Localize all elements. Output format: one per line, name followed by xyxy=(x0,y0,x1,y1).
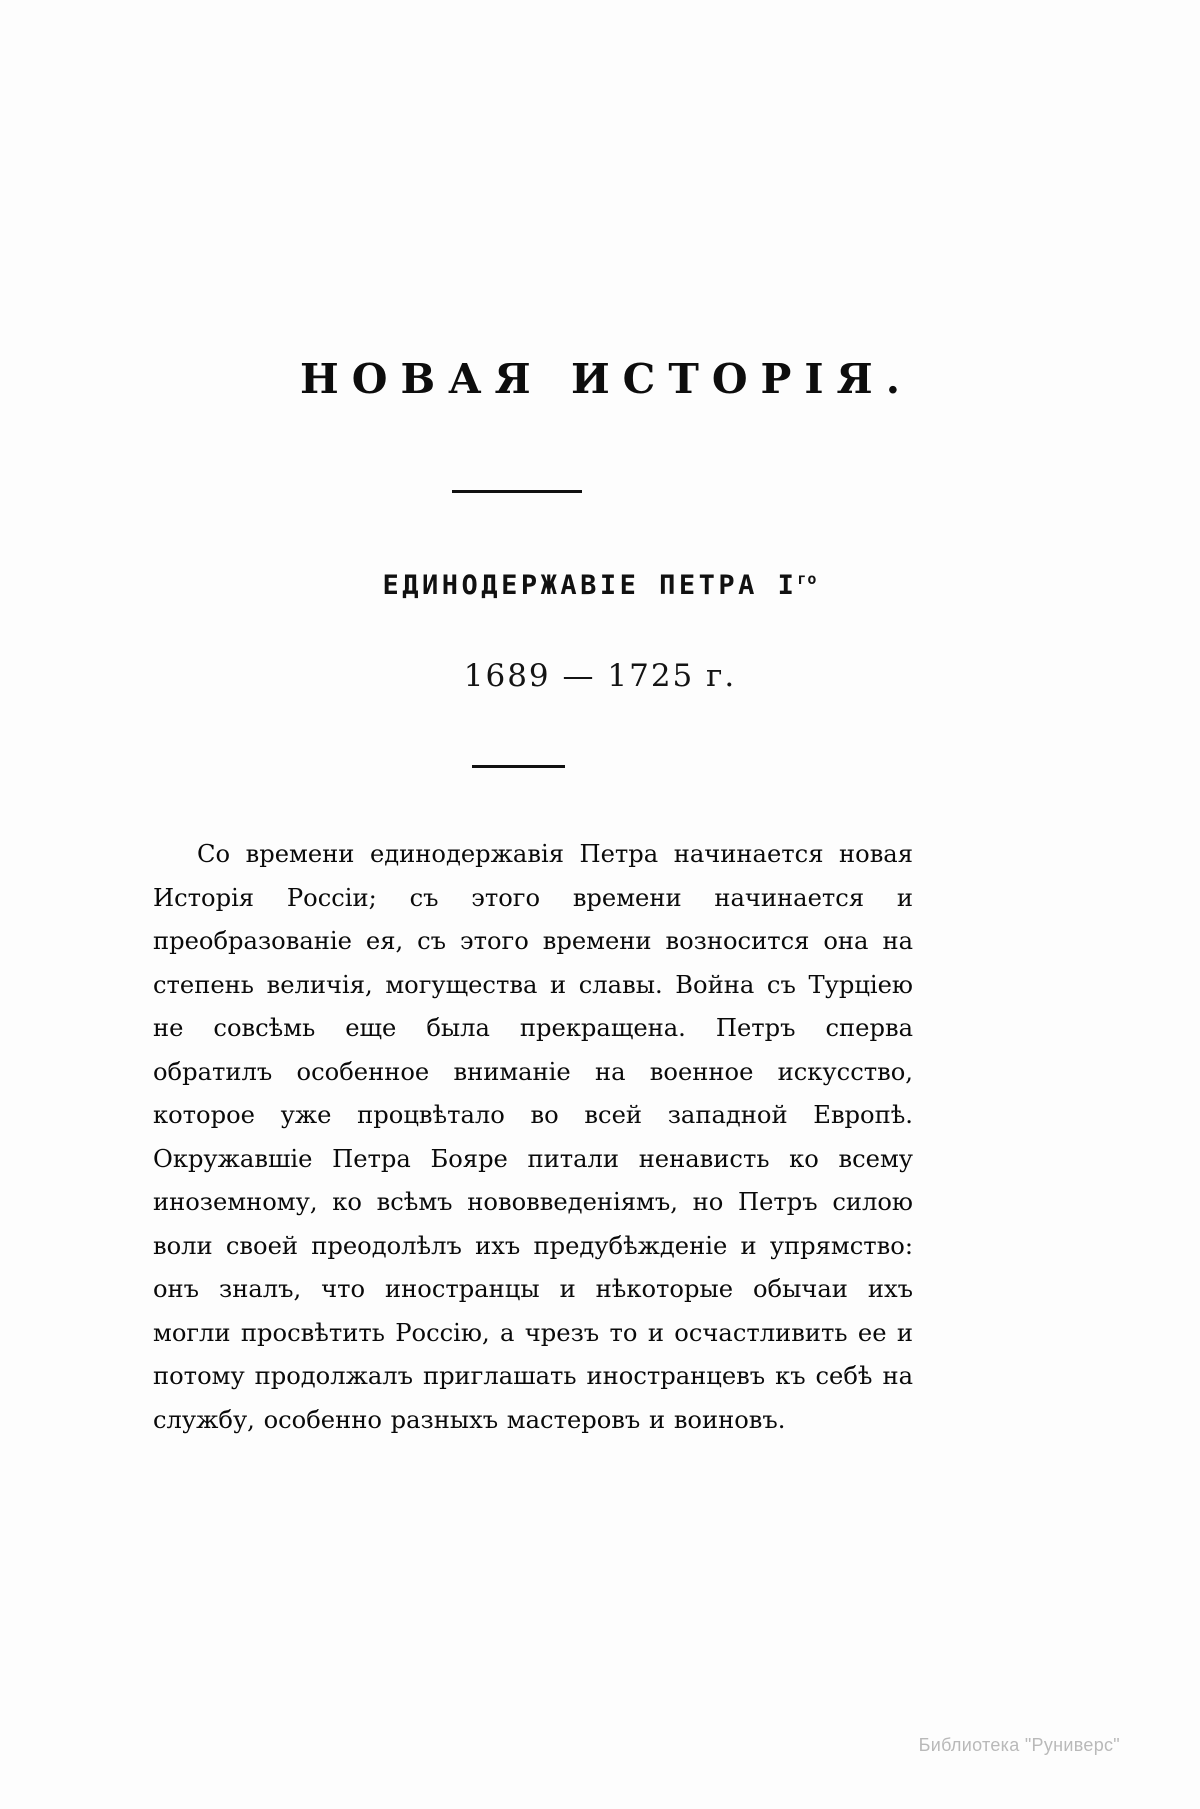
library-credit: Библиотека "Руниверс" xyxy=(918,1735,1120,1755)
divider-bottom xyxy=(472,765,565,768)
divider-top xyxy=(452,490,582,493)
page-title: НОВАЯ ИСТОРІЯ. xyxy=(300,355,913,403)
section-title-text: ЕДИНОДЕРЖАВІЕ ПЕТРА І xyxy=(382,570,798,601)
section-title xyxy=(0,570,1200,601)
date-range: 1689 — 1725 г. xyxy=(463,658,737,694)
body-paragraph: Со времени единодержавія Петра начинается новая Исторія Россіи; съ этого времени начинается и преобразованіе ея, съ этого времени возносится она на степень величія, могущества и славы. Война съ Турціею не совсѣмь еще была прекращена. Петръ сперва обратилъ особенное вниманіе на военное искусство, которое уже процвѣтало во всей западной Европѣ. Окружавшіе Петра Бояре питали ненависть ко всему иноземному, ко всѣмъ нововведеніямъ, но Петръ силою воли своей преодолѣлъ ихъ предубѣжденіе и упрямство: онъ зналъ, что иностранцы и нѣкоторые обычаи ихъ могли просвѣтить Россію, а чрезъ то и осчастливить ее и потому продолжалъ приглашать иностранцевъ къ себѣ на службу, особенно разныхъ мастеровъ и воиновъ. xyxy=(153,840,913,1434)
section-title-superscript: го xyxy=(797,570,818,588)
